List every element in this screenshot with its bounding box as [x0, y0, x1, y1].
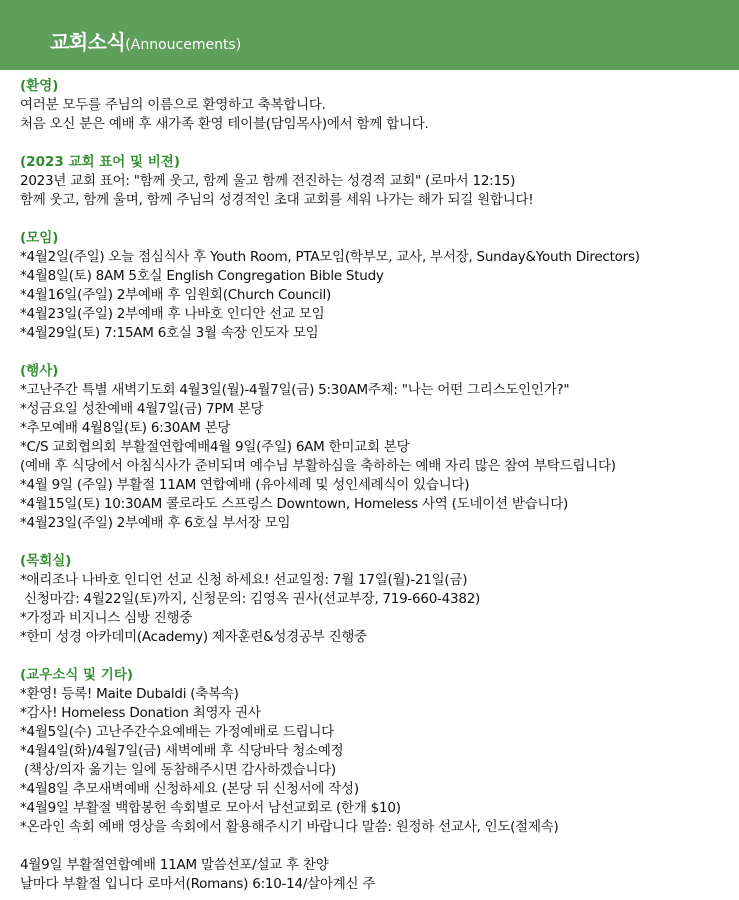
- section-title: (교우소식 및 기타): [20, 667, 134, 683]
- section-line: *4월5일(수) 고난주간수요예배는 가정예배로 드립니다: [20, 724, 334, 740]
- section-title: (행사): [20, 363, 59, 379]
- section-pastoral-office: [20, 552, 721, 647]
- section-line: (예배 후 식당에서 아침식사가 준비되며 예수님 부활하심을 축하하는 예배 자리 많은 참여 부탁드립니다): [20, 458, 616, 474]
- section-line: *4월4일(화)/4월7일(금) 새벽예배 후 식당바닥 청소예정: [20, 743, 344, 759]
- page-title-korean: 교회소식: [50, 30, 126, 54]
- closing-line: 4월9일 부활절연합예배 11AM 말씀선포/설교 후 찬양: [20, 857, 329, 873]
- section-line: *온라인 속회 예배 영상을 속회에서 활용해주시기 바랍니다 말씀: 원정하 선교사, 인도(절제속): [20, 819, 559, 835]
- closing-notes: [20, 856, 721, 894]
- section-title: (환영): [20, 78, 59, 94]
- section-line: 여러분 모두를 주님의 이름으로 환영하고 축복합니다.: [20, 97, 326, 113]
- section-meetings: [20, 229, 721, 343]
- section-line: *4월16일(주일) 2부예배 후 임원회(Church Council): [20, 287, 332, 303]
- section-motto-vision: [20, 153, 721, 210]
- header-banner: [0, 0, 739, 70]
- section-member-news: [20, 666, 721, 837]
- page-title: [50, 26, 241, 55]
- section-line: 2023년 교회 표어: "함께 웃고, 함께 울고 함께 전진하는 성경적 교회" (로마서 12:15): [20, 173, 516, 189]
- closing-line: 날마다 부활절 입니다 로마서(Romans) 6:10-14/살아계신 주: [20, 876, 376, 892]
- section-line: *환영! 등록! Maite Dubaldi (축복속): [20, 686, 239, 702]
- section-line: 신청마감: 4월22일(토)까지, 신청문의: 김영옥 권사(선교부장, 719-660-4382): [20, 591, 481, 607]
- section-line: *감사! Homeless Donation 최영자 권사: [20, 705, 261, 721]
- announcements-body: [0, 70, 739, 894]
- section-line: 함께 웃고, 함께 울며, 함께 주님의 성경적인 초대 교회를 세워 나가는 해가 되길 원합니다!: [20, 192, 534, 208]
- section-title: (모임): [20, 230, 59, 246]
- section-line: *한미 성경 아카데미(Academy) 제자훈련&성경공부 진행중: [20, 629, 367, 645]
- section-line: *4월29일(토) 7:15AM 6호실 3월 속장 인도자 모임: [20, 325, 319, 341]
- section-line: *4월15일(토) 10:30AM 콜로라도 스프링스 Downtown, Homeless 사역 (도네이션 받습니다): [20, 496, 568, 512]
- section-line: *4월8일 추모새벽예배 신청하세요 (본당 뒤 신청서에 작성): [20, 781, 359, 797]
- section-line: 처음 오신 분은 예배 후 새가족 환영 테이블(담임목사)에서 함께 합니다.: [20, 116, 429, 132]
- section-welcome: [20, 77, 721, 134]
- section-line: *가정과 비지니스 심방 진행중: [20, 610, 193, 626]
- section-line: *추모예배 4월8일(토) 6:30AM 본당: [20, 420, 231, 436]
- section-line: *C/S 교회협의회 부활절연합예배4월 9일(주일) 6AM 한미교회 본당: [20, 439, 410, 455]
- section-line: *4월 9일 (주일) 부활절 11AM 연합예배 (유아세례 및 성인세례식이 있습니다): [20, 477, 470, 493]
- section-title: (2023 교회 표어 및 비젼): [20, 154, 180, 170]
- section-events: [20, 362, 721, 533]
- section-line: *애리조나 나바호 인디언 선교 신청 하세요! 선교일정: 7월 17일(월)-21일(금): [20, 572, 468, 588]
- section-line: *4월2일(주일) 오늘 점심식사 후 Youth Room, PTA모임(학부모, 교사, 부서장, Sunday&Youth Directors): [20, 249, 640, 265]
- section-line: *4월23일(주일) 2부예배 후 나바호 인디안 선교 모임: [20, 306, 325, 322]
- section-line: *고난주간 특별 새벽기도회 4월3일(월)-4월7일(금) 5:30AM주제: "나는 어떤 그리스도인인가?": [20, 382, 570, 398]
- section-title: (목회실): [20, 553, 72, 569]
- section-line: *4월9일 부활절 백합봉헌 속회별로 모아서 남선교회로 (한개 $10): [20, 800, 401, 816]
- page-title-english: (Annoucements): [125, 37, 242, 53]
- section-line: (책상/의자 옮기는 일에 동참해주시면 감사하겠습니다): [20, 762, 336, 778]
- section-line: *4월8일(토) 8AM 5호실 English Congregation Bible Study: [20, 268, 384, 284]
- section-line: *성금요일 성찬예배 4월7일(금) 7PM 본당: [20, 401, 264, 417]
- section-line: *4월23일(주일) 2부예배 후 6호실 부서장 모임: [20, 515, 291, 531]
